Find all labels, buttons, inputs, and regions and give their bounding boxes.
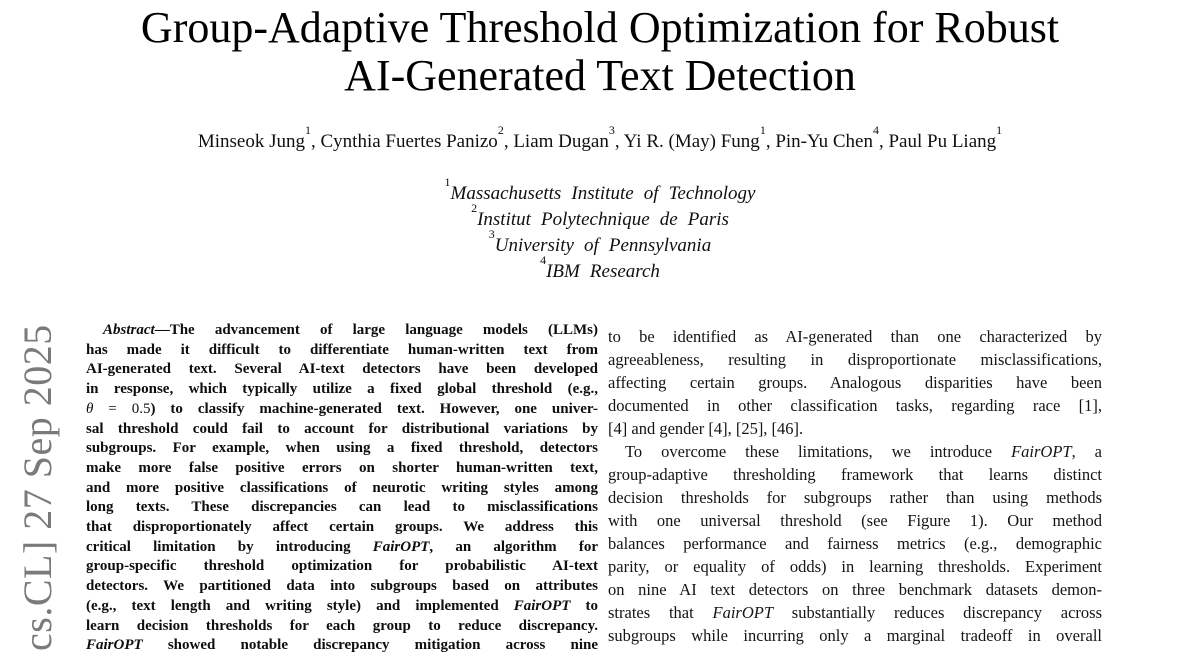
- abstract-line: has made it difficult to differentiate human-written text from: [86, 341, 598, 358]
- author-affiliation-superscript: 4: [872, 123, 879, 138]
- affiliation-line: $^4$IBM Research: [540, 253, 660, 282]
- styled-text-segment: θ: [86, 400, 94, 417]
- body-text-line: agreeableness, resulting in disproportionate misclassifications,: [608, 350, 1102, 369]
- author-affiliation-superscript: 3: [608, 123, 615, 138]
- abstract-line: learn decision thresholds for each group to reduce discrepancy.: [86, 617, 598, 634]
- styled-text-segment: FairOPT: [513, 597, 571, 614]
- author-name: Cynthia Fuertes Panizo$^2$: [320, 123, 504, 152]
- body-text-line: on nine AI text detectors on three benchmark datasets demon-: [608, 580, 1102, 599]
- body-text-line: [4] and gender [4], [25], [46].: [608, 419, 804, 438]
- body-text-line: to be identified as AI-generated than one characterized by: [608, 327, 1102, 346]
- arxiv-watermark: cs.CL] 27 Sep 2025: [15, 324, 60, 651]
- styled-text-segment: FairOPT: [1011, 442, 1072, 461]
- abstract-line: FairOPT showed notable discrepancy mitigation across nine: [86, 637, 598, 654]
- affiliation-superscript: 2: [471, 201, 478, 216]
- abstract-line: θ = 0.5) to classify machine-generated text. However, one univer-: [86, 400, 598, 417]
- author-affiliation-superscript: 1: [759, 123, 766, 138]
- affiliation-line: $^3$University of Pennsylvania: [488, 227, 712, 256]
- abstract-line: long texts. These discrepancies can lead to misclassifications: [86, 499, 598, 516]
- abstract-line: critical limitation by introducing FairOPT, an algorithm for: [86, 538, 598, 555]
- authors-line: Minseok Jung$^1$, Cynthia Fuertes Panizo$^2$, Liam Dugan$^3$, Yi R. (May) Fung$^1$, Pin-Yu Chen$^4$, Paul Pu Liang$^1$: [197, 123, 1003, 152]
- abstract-line: subgroups. For example, when using a fixed threshold, detectors: [86, 440, 598, 457]
- abstract-line: sal threshold could fail to account for distributional variations by: [86, 420, 598, 437]
- affiliation-line: $^2$Institut Polytechnique de Paris: [471, 201, 729, 230]
- affiliations-block: [0, 175, 1200, 285]
- affiliation-superscript: 4: [540, 253, 547, 268]
- abstract-line: and more positive classifications of neurotic writing styles among: [86, 479, 598, 496]
- abstract-line: group-specific threshold optimization for probabilistic AI-text: [86, 558, 598, 575]
- author-name: Paul Pu Liang$^1$: [888, 123, 1003, 152]
- affiliation-line: $^1$Massachusetts Institute of Technology: [444, 175, 756, 204]
- body-text-line: parity, or equality of odds) in learning thresholds. Experiment: [608, 557, 1102, 576]
- paper-title: [0, 4, 1200, 100]
- author-name: Liam Dugan$^3$: [513, 123, 615, 152]
- abstract-line: detectors. We partitioned data into subgroups based on attributes: [86, 578, 598, 595]
- body-text-line: group-adaptive thresholding framework that learns distinct: [608, 465, 1102, 484]
- body-text-line: with one universal threshold (see Figure 1). Our method: [608, 511, 1102, 530]
- body-text-column: [608, 325, 1102, 647]
- abstract-line: in response, which typically utilize a fixed global threshold (e.g.,: [86, 381, 598, 398]
- affiliation-superscript: 3: [488, 227, 495, 242]
- author-affiliation-superscript: 2: [497, 123, 504, 138]
- affiliation-superscript: 1: [444, 175, 451, 190]
- abstract-line: Abstract—The advancement of large language models (LLMs): [103, 322, 598, 338]
- styled-text-segment: Abstract: [103, 322, 155, 338]
- styled-text-segment: FairOPT: [712, 603, 773, 622]
- author-affiliation-superscript: 1: [996, 123, 1003, 138]
- abstract-line: that disproportionately affect certain groups. We address this: [86, 519, 598, 536]
- paper-title-line-2: AI-Generated Text Detection: [344, 51, 856, 100]
- abstract-line: (e.g., text length and writing style) and implemented FairOPT to: [86, 597, 599, 614]
- body-text-line: affecting certain groups. Analogous disparities have been: [608, 373, 1102, 392]
- body-text-line: strates that FairOPT substantially reduces discrepancy across: [608, 603, 1102, 622]
- styled-text-segment: FairOPT: [86, 637, 143, 654]
- abstract-line: AI-generated text. Several AI-text detectors have been developed: [86, 361, 598, 378]
- author-affiliation-superscript: 1: [305, 123, 311, 138]
- body-text-line: subgroups while incurring only a marginal tradeoff in overall: [608, 626, 1102, 645]
- author-name: Yi R. (May) Fung$^1$: [623, 123, 766, 152]
- body-text-line: decision thresholds for subgroups rather than using methods: [608, 488, 1102, 507]
- author-name: Minseok Jung$^1$: [197, 123, 311, 152]
- abstract-column: [86, 321, 598, 656]
- paper-title-line-1: Group-Adaptive Threshold Optimization for Robust: [140, 3, 1060, 52]
- abstract-line: make more false positive errors on shorter human-written text,: [86, 459, 598, 476]
- styled-text-segment: = 0.5: [93, 400, 151, 417]
- body-text-line: To overcome these limitations, we introduce FairOPT, a: [625, 442, 1103, 461]
- body-text-line: documented in other classification tasks, regarding race [1],: [608, 396, 1102, 415]
- author-name: Pin-Yu Chen$^4$: [775, 123, 879, 152]
- styled-text-segment: FairOPT: [372, 538, 430, 555]
- body-text-line: balances performance and fairness metrics (e.g., demographic: [608, 534, 1102, 553]
